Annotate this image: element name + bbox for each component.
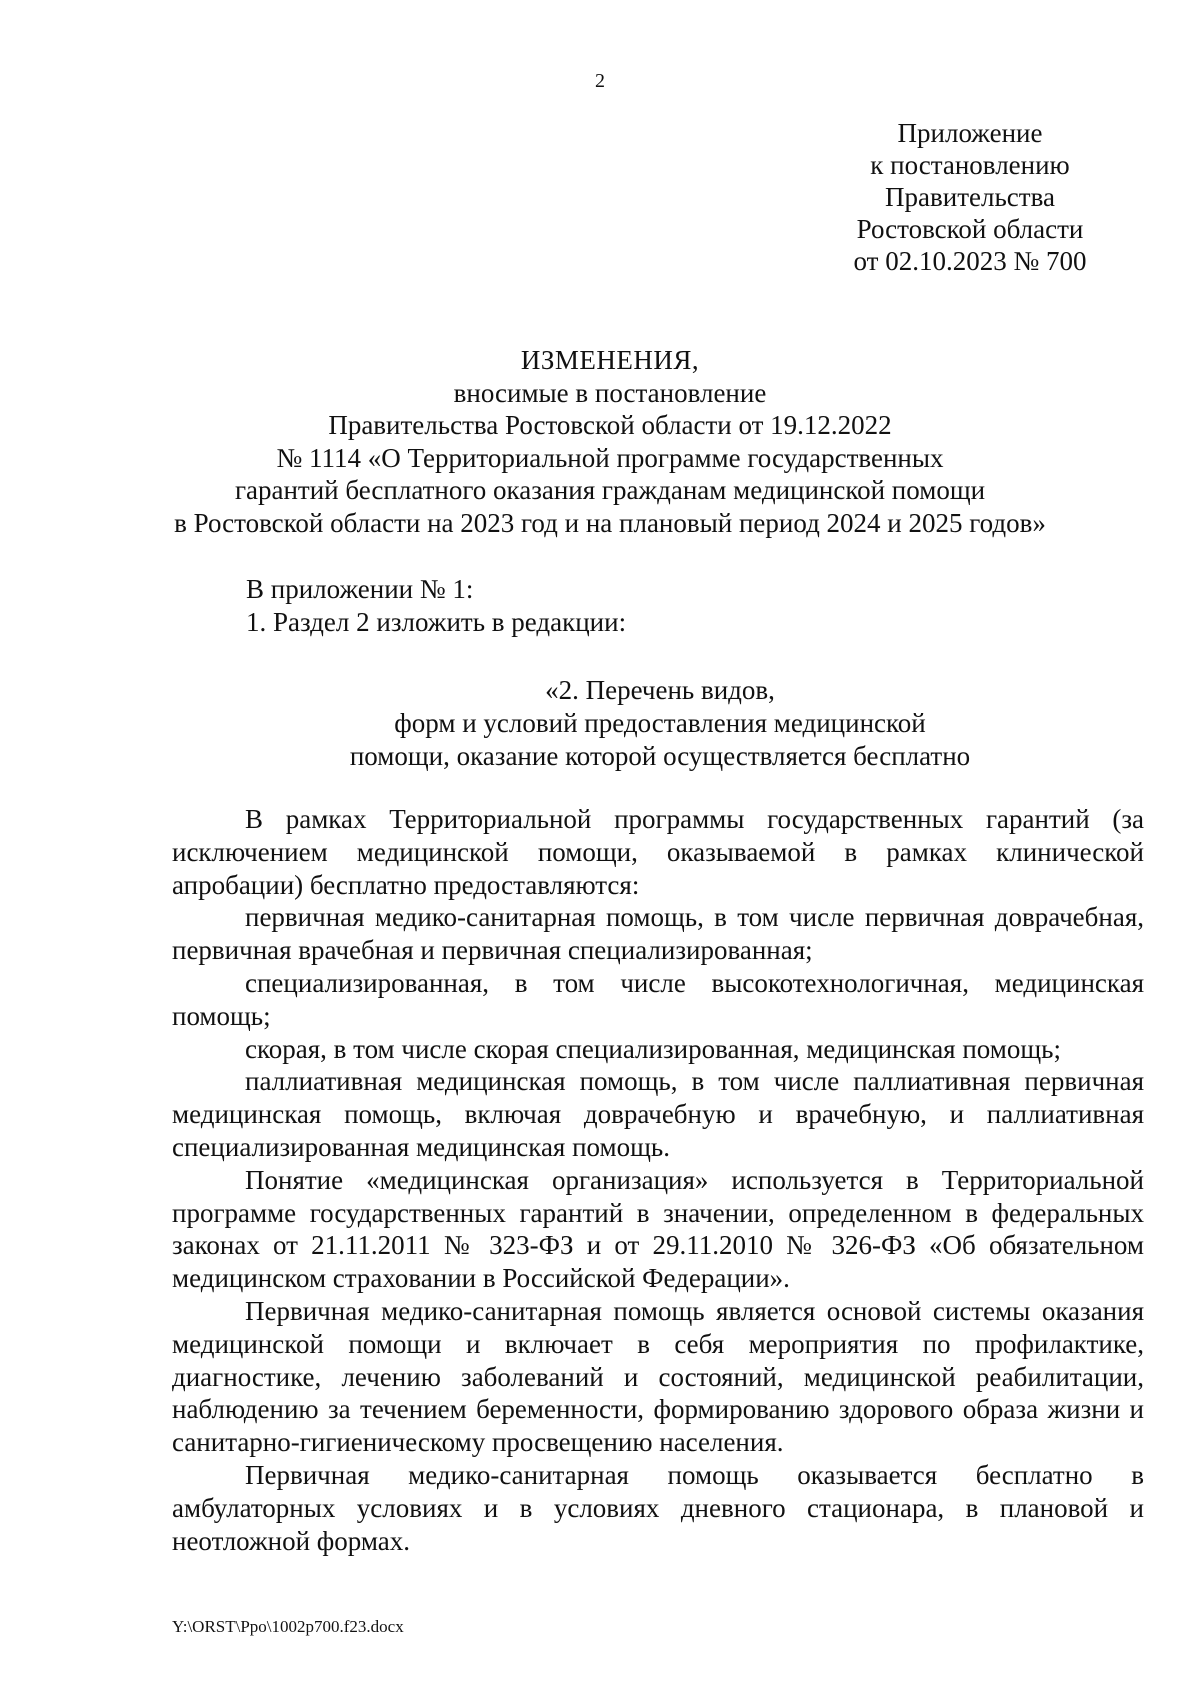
paragraph: паллиативная медицинская помощь, в том числе паллиативная первичная медицинская помощь, включая доврачебную и врачебную, и паллиативная специализированная медицинская помощь. [172,1066,1144,1162]
title-line: № 1114 «О Территориальной программе государственных [276,442,944,473]
title-line: Правительства Ростовской области от 19.12.2022 [328,410,892,440]
appendix-line: Ростовской области [856,214,1084,244]
paragraph: Первичная медико-санитарная помощь является основой системы оказания медицинской помощи и включает в себя мероприятия по профилактике, диагностике, лечению заболеваний и состояний, медицинской реабилитации, наблюдению за течением беременности, формированию здорового образа жизни и санитарно-гигиеническому просвещению населения. [172,1295,1144,1458]
appendix-line: Правительства [885,182,1055,212]
intro-line: 1. Раздел 2 изложить в редакции: [246,607,627,637]
section-title-line: «2. Перечень видов, [545,675,775,705]
paragraph: первичная медико-санитарная помощь, в том числе первичная доврачебная, первичная врачебная и первичная специализированная; [172,902,1144,966]
intro-line: В приложении № 1: [246,574,474,604]
paragraph: В рамках Территориальной программы государственных гарантий (за исключением медицинской помощи, оказываемой в рамках клинической апробации) бесплатно предоставляются: [172,804,1144,900]
title-heading: ИЗМЕНЕНИЯ, [520,345,700,375]
intro [246,573,626,639]
paragraph: скорая, в том числе скорая специализированная, медицинская помощь; [245,1033,1061,1064]
section-title-line: форм и условий предоставления медицинской [394,708,926,738]
document-title [140,344,1080,539]
paragraph: специализированная, в том числе высокотехнологичная, медицинская помощь; [172,967,1144,1031]
appendix-line: от 02.10.2023 № 700 [853,246,1087,276]
appendix-header [820,117,1120,277]
body-text [172,803,1144,1557]
appendix-line: Приложение [897,118,1043,148]
appendix-line: к постановлению [870,150,1070,180]
page-number: 2 [595,70,605,92]
paragraph: Первичная медико-санитарная помощь оказывается бесплатно в амбулаторных условиях и в условиях дневного стационара, в плановой и неотложной формах. [172,1459,1144,1556]
paragraph: Понятие «медицинская организация» используется в Территориальной программе государственных гарантий в значении, определенном в федеральных законах от 21.11.2011 № 323-ФЗ и от 29.11.2010 № 326-ФЗ «Об обязательном медицинском страховании в Российской Федерации». [172,1164,1144,1294]
title-line: в Ростовской области на 2023 год и на плановый период 2024 и 2025 годов» [174,507,1046,538]
title-line: вносимые в постановление [453,377,767,408]
section-title-line: помощи, оказание которой осуществляется бесплатно [349,741,971,771]
title-line: гарантий бесплатного оказания гражданам медицинской помощи [234,475,986,505]
footer-file-path: Y:\ORST\Ppo\1002p700.f23.docx [172,1617,404,1636]
section-title [240,674,1080,773]
